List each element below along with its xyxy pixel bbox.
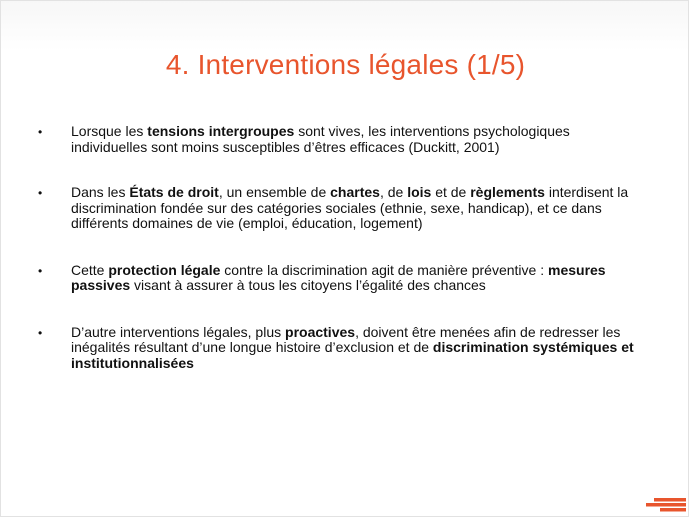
text-run: , un ensemble de <box>218 184 331 200</box>
bullet-dot-icon: • <box>38 325 43 340</box>
text-run: , doivent être menées afin de redresser les inégalités résultant d’une longue histoire d’exclusion et de <box>71 323 621 355</box>
bold-text-run: mesures passives <box>71 261 606 293</box>
slide-title: 4. Interventions légales (1/5) <box>165 49 526 80</box>
bullet-item <box>37 325 637 372</box>
text-run: Lorsque les <box>71 123 148 139</box>
bullet-dot-icon: • <box>38 125 43 139</box>
text-run: Dans les <box>71 184 130 200</box>
bullet-text <box>71 262 606 294</box>
text-run: visant à assurer à tous les citoyens l’égalité des chances <box>130 277 486 293</box>
bullet-text <box>71 123 570 155</box>
corner-stripe-top <box>654 498 686 502</box>
text-run: et de <box>431 184 471 200</box>
text-run: , de <box>379 184 408 200</box>
bullet-item <box>37 263 637 294</box>
corner-accent-icon <box>646 498 686 512</box>
bullet-dot-icon: • <box>38 263 43 278</box>
bullet-text <box>71 184 628 231</box>
bullet-item <box>37 185 637 232</box>
text-run: interdisent la discrimination fondée sur des catégories sociales (ethnie, sexe, handicap), et ce dans différents domaines de vie (emploi, éducation, logement) <box>71 184 629 231</box>
bold-text-run: lois <box>407 184 432 200</box>
bold-text-run: règlements <box>470 184 545 200</box>
bold-text-run: proactives <box>285 323 356 340</box>
text-run: Cette <box>71 261 109 278</box>
bullet-list <box>37 121 637 371</box>
bold-text-run: discrimination systémiques et institutionnalisées <box>71 339 634 371</box>
text-run: sont vives, les interventions psychologiques individuelles sont moins susceptibles d’êtres efficaces (Duckitt, 2001) <box>71 123 570 155</box>
bold-text-run: États de droit <box>129 184 219 200</box>
bold-text-run: tensions intergroupes <box>147 123 295 139</box>
text-run: contre la discrimination agit de manière préventive : <box>220 261 548 278</box>
corner-stripe-middle <box>646 503 686 507</box>
bullet-item <box>37 124 637 155</box>
bullet-dot-icon: • <box>38 186 43 200</box>
corner-stripe-bottom <box>660 508 686 512</box>
bold-text-run: chartes <box>330 184 380 200</box>
text-run: D’autre interventions légales, plus <box>71 323 286 340</box>
bullet-text <box>71 324 634 371</box>
bold-text-run: protection légale <box>108 261 221 278</box>
